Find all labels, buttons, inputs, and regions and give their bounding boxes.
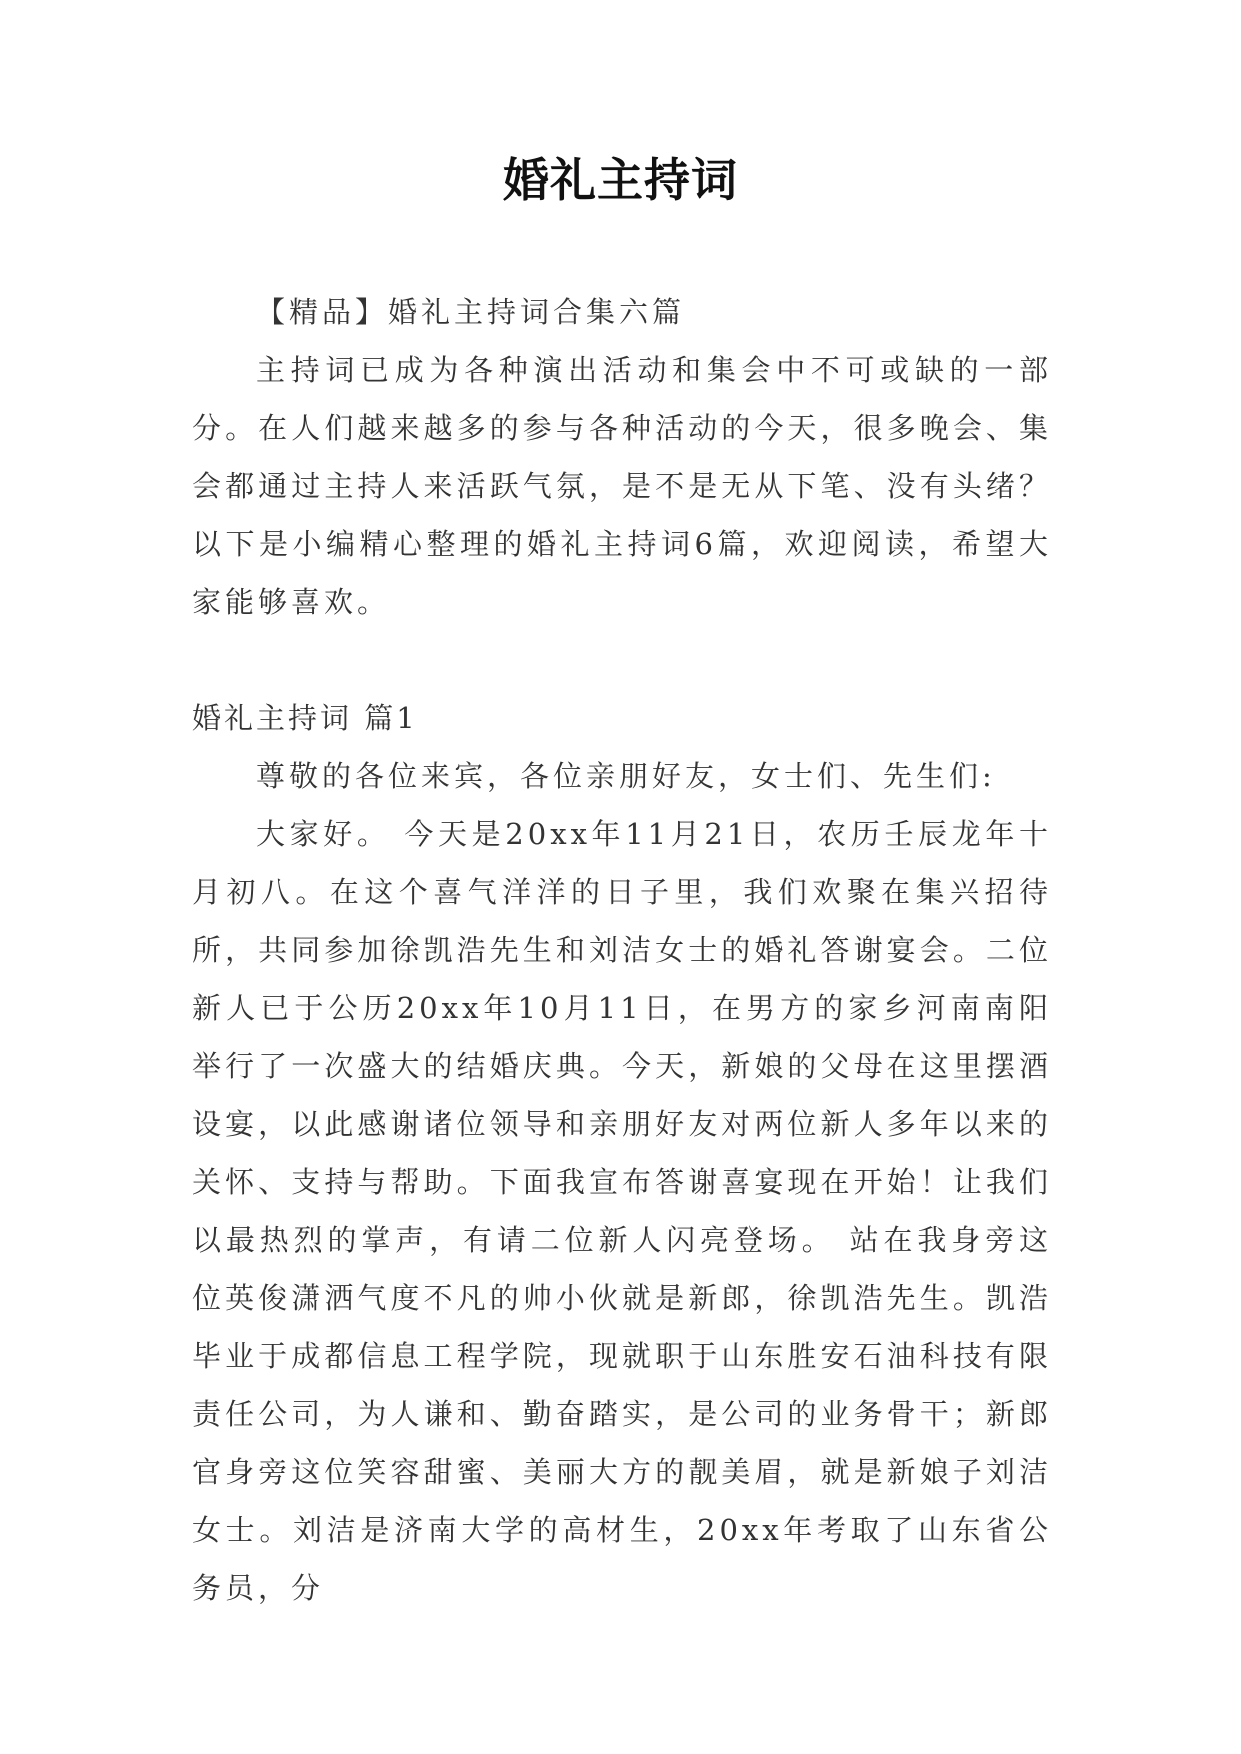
section-1-title: 婚礼主持词 篇1 bbox=[192, 701, 418, 735]
intro-paragraph: 主持词已成为各种演出活动和集会中不可或缺的一部分。在人们越来越多的参与各种活动的今天，很多晚会、集会都通过主持人来活跃气氛，是不是无从下笔、没有头绪？以下是小编精心整理的婚礼主持词6篇，欢迎阅读，希望大家能够喜欢。 bbox=[192, 353, 1052, 619]
document-subtitle: 【精品】婚礼主持词合集六篇 bbox=[256, 295, 686, 329]
section-1-paragraph: 大家好。 今天是20xx年11月21日，农历壬辰龙年十月初八。在这个喜气洋洋的日子里，我们欢聚在集兴招待所，共同参加徐凯浩先生和刘洁女士的婚礼答谢宴会。二位新人已于公历20xx年10月11日，在男方的家乡河南南阳举行了一次盛大的结婚庆典。今天，新娘的父母在这里摆酒设宴，以此感谢诸位领导和亲朋好友对两位新人多年以来的关怀、支持与帮助。下面我宣布答谢喜宴现在开始！让我们以最热烈的掌声，有请二位新人闪亮登场。 站在我身旁这位英俊潇洒气度不凡的帅小伙就是新郎，徐凯浩先生。凯浩毕业于成都信息工程学院，现就职于山东胜安石油科技有限责任公司，为人谦和、勤奋踏实，是公司的业务骨干；新郎官身旁这位笑容甜蜜、美丽大方的靓美眉，就是新娘子刘洁女士。刘洁是济南大学的高材生，20xx年考取了山东省公务员，分 bbox=[192, 817, 1052, 1605]
document-title: 婚礼主持词 bbox=[503, 153, 738, 207]
document-body bbox=[192, 283, 1052, 1617]
section-1-greeting: 尊敬的各位来宾，各位亲朋好友，女士们、先生们: bbox=[256, 759, 996, 793]
